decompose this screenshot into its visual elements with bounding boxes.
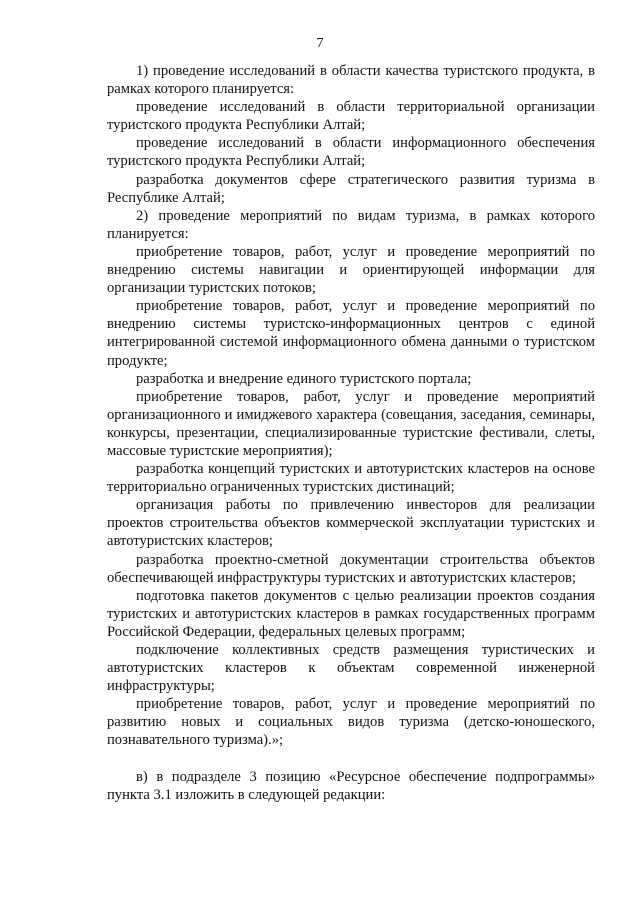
paragraph-7: приобретение товаров, работ, услуг и проведение мероприятий по внедрению системы туристско-информационных центров с единой интегрированной системой информационного обмена данными о туристском продукте; bbox=[107, 298, 595, 369]
paragraph-2: проведение исследований в области территориальной организации туристского продукта Республики Алтай; bbox=[107, 99, 595, 134]
paragraph-9: приобретение товаров, работ, услуг и проведение мероприятий организационного и имиджевого характера (совещания, заседания, семинары, конкурсы, презентации, специализированные туристские фестивали, слеты, массовые туристские мероприятия); bbox=[107, 388, 595, 459]
paragraph-10: разработка концепций туристских и автотуристских кластеров на основе территориально ограниченных туристских дистинаций; bbox=[107, 461, 595, 496]
paragraph-5: 2) проведение мероприятий по видам туризма, в рамках которого планируется: bbox=[107, 207, 595, 242]
page-number: 7 bbox=[316, 36, 324, 51]
paragraph-3: проведение исследований в области информационного обеспечения туристского продукта Республики Алтай; bbox=[107, 135, 595, 170]
paragraph-15: приобретение товаров, работ, услуг и проведение мероприятий по развитию новых и социальных видов туризма (детско-юношеского, познавательного туризма).»; bbox=[107, 696, 595, 749]
paragraph-13: подготовка пакетов документов с целью реализации проектов создания туристских и автотуристских кластеров в рамках государственных программ Российской Федерации, федеральных целевых программ; bbox=[107, 587, 595, 640]
paragraph-4: разработка документов сфере стратегического развития туризма в Республике Алтай; bbox=[107, 171, 595, 206]
paragraph-6: приобретение товаров, работ, услуг и проведение мероприятий по внедрению системы навигации и ориентирующей информации для организации туристских потоков; bbox=[107, 243, 595, 297]
paragraph-8: разработка и внедрение единого туристского портала; bbox=[136, 370, 472, 387]
paragraph-1: 1) проведение исследований в области качества туристского продукта, в рамках которого планируется: bbox=[107, 63, 595, 98]
document-body bbox=[107, 62, 595, 804]
paragraph-11: организация работы по привлечению инвесторов для реализации проектов строительства объектов коммерческой эксплуатации туристских и автотуристских кластеров; bbox=[107, 497, 595, 550]
paragraph-16: в) в подразделе 3 позицию «Ресурсное обеспечение подпрограммы» пункта 3.1 изложить в следующей редакции: bbox=[107, 768, 595, 803]
paragraph-12: разработка проектно-сметной документации строительства объектов обеспечивающей инфраструктуры туристских и автотуристских кластеров; bbox=[107, 551, 595, 586]
paragraph-14: подключение коллективных средств размещения туристических и автотуристских кластеров к объектам современной инженерной инфраструктуры; bbox=[107, 642, 595, 695]
